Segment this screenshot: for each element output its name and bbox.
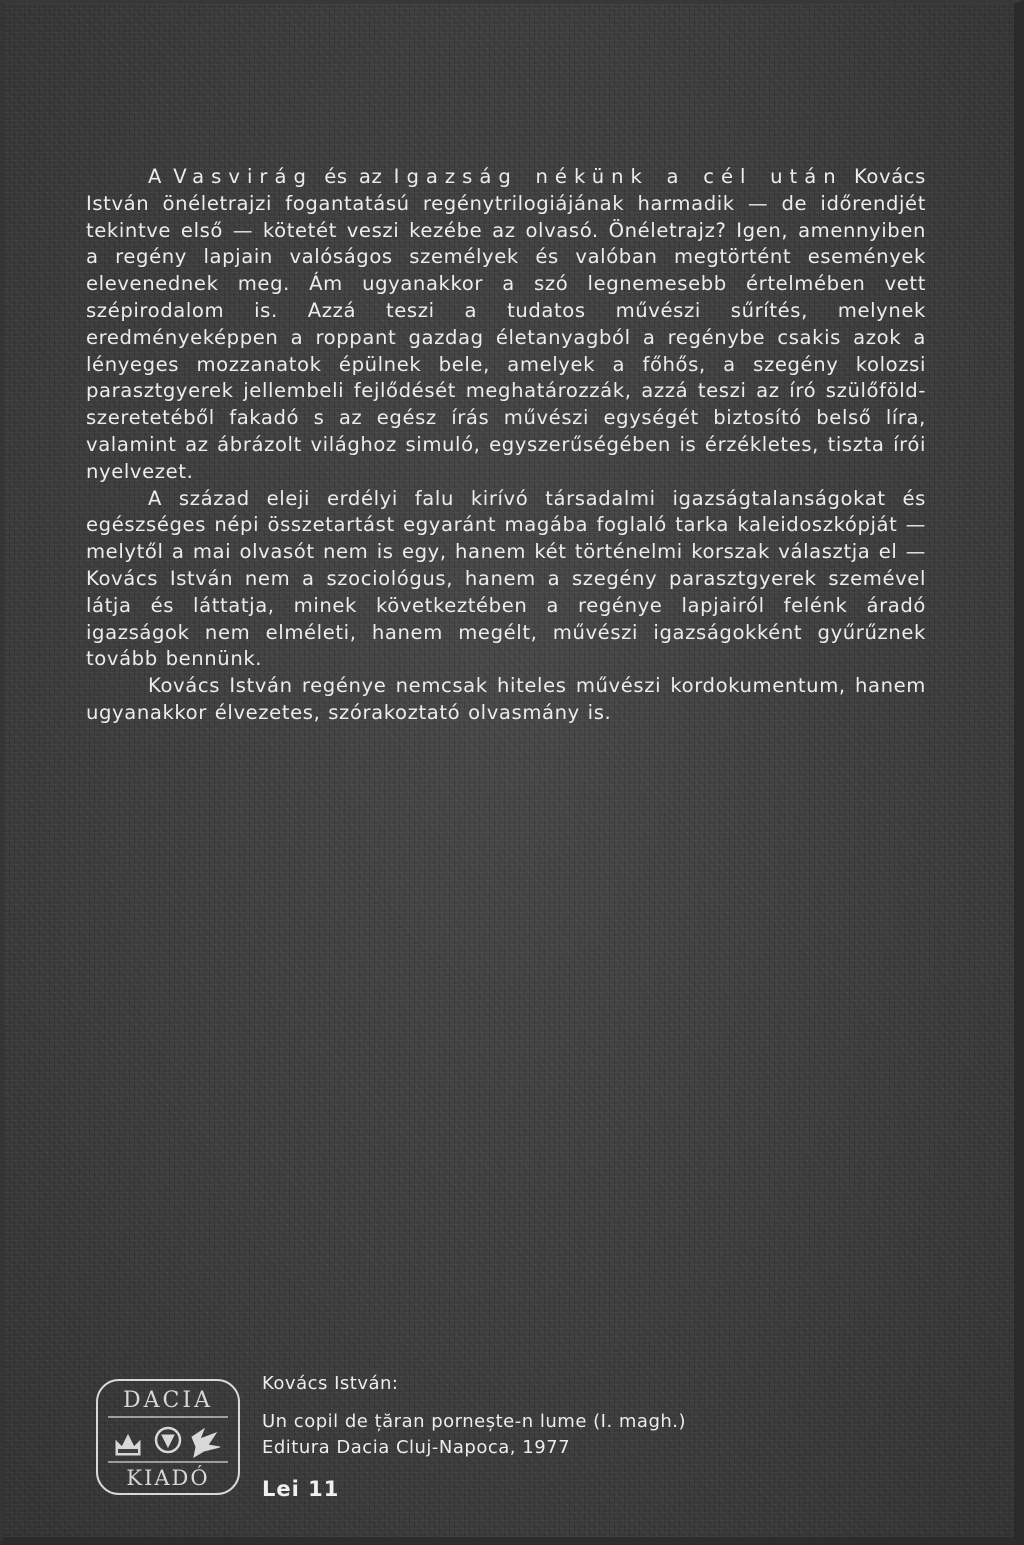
blurb-article: A [148,165,163,188]
logo-top-text: DACIA [123,1388,213,1413]
blurb-and: és az [324,165,383,188]
imprint-publisher: Editura Dacia Cluj-Napoca, 1977 [262,1437,571,1458]
blurb-paragraph-2: A század eleji erdélyi falu kirívó társadalmi igazságtalanságokat és egészséges népi összetartást egyaránt magába foglaló tarka kaleidoszkópját — melytől a mai olvasót nem is egy, hanem két történelmi korszak választja el — Kovács István nem a szociológus, hanem a szegény parasztgyerek szemével látja és láttatja, minek következtében a regénye lapjairól felénk áradó igazságok nem elméleti, hanem megélt, művészi igazságokként gyűrűznek tovább bennünk. [86,486,926,671]
imprint-title: Un copil de țăran pornește-n lume (I. magh.) [262,1411,687,1432]
blurb-paragraph-3: Kovács István regénye nemcsak hiteles művészi kordokumentum, hanem ugyanakkor élvezetes, szórakoztató olvasmány is. [86,674,926,724]
imprint-author: Kovács István: [262,1373,399,1394]
blurb-text [86,164,926,727]
blurb-title-2: Igazság nékünk a cél után [393,165,843,188]
price: Lei 11 [262,1477,340,1501]
imprint [262,1371,762,1461]
blurb-title-1: Vasvirág [173,165,313,188]
heraldic-crest-icon [116,1428,220,1457]
dacia-kiado-logo [94,1377,242,1497]
blurb-paragraph-1 [86,164,926,486]
blurb-paragraph-1-body: Kovács István önéletrajzi fogantatású regénytrilogiájának harmadik — de időrendjét tekintve első — kötetét veszi kezébe az olvasó. Önéletrajz? Igen, amennyiben a regény lapjain valóságos személyek és valóban megtörtént események elevenednek meg. Ám ugyanakkor a szó legnemesebb értelmében vett szépirodalom is. Azzá teszi a tudatos művészi sűrítés, melynek eredményeképpen a roppant gazdag életanyagból a regénybe csakis azok a lényeges mozzanatok épülnek bele, amelyek a főhős, a szegény kolozsi parasztgyerek jellembeli fejlődését meghatározzák, azzá teszi az író szülőföld-szeretetéből fakadó s az egész írás művészi egységét biztosító belső líra, valamint az ábrázolt világhoz simuló, egyszerűségében is érzékletes, tiszta írói nyelvezet. [86,165,926,483]
logo-bottom-text: KIADÓ [126,1466,210,1490]
